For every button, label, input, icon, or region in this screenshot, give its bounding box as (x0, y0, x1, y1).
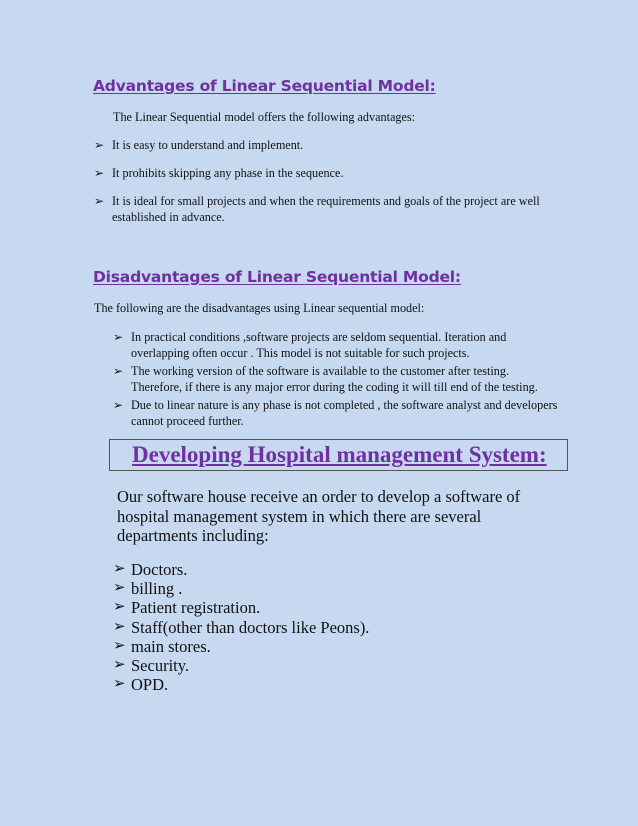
hospital-title: Developing Hospital management System: (132, 442, 547, 467)
arrow-bullet-icon: ➢ (113, 599, 126, 616)
arrow-bullet-icon: ➢ (113, 618, 126, 635)
arrow-bullet-icon: ➢ (94, 138, 105, 152)
list-item: ➢ It is ideal for small projects and when the requirements and goals of the project are well established in advance. (94, 194, 540, 224)
list-item: ➢ The working version of the software is available to the customer after testing. Therefore, if there is any major error during the coding it will till end of the testing. (113, 364, 538, 394)
list-item: ➢ Patient registration. (113, 598, 261, 618)
arrow-bullet-icon: ➢ (94, 166, 105, 180)
arrow-bullet-icon: ➢ (113, 398, 124, 412)
arrow-bullet-icon: ➢ (113, 657, 126, 674)
hospital-description: Our software house receive an order to develop a software of hospital management system in which there are several departments including: (117, 487, 521, 545)
departments-list (113, 560, 369, 694)
list-item: ➢ billing . (113, 579, 183, 599)
advantages-heading: Advantages of Linear Sequential Model: (93, 77, 436, 95)
list-item: ➢ In practical conditions ,software projects are seldom sequential. Iteration and overlapping often occur . This model is not suitable for such projects. (113, 330, 507, 360)
hospital-title-box (109, 439, 568, 471)
list-item: ➢ Staff(other than doctors like Peons). (113, 617, 370, 637)
list-item: ➢ OPD. (113, 675, 169, 695)
arrow-bullet-icon: ➢ (113, 676, 126, 693)
list-item: ➢ Security. (113, 656, 190, 676)
arrow-bullet-icon: ➢ (113, 637, 126, 654)
list-item: ➢ main stores. (113, 636, 211, 656)
list-item: ➢ Doctors. (113, 560, 188, 579)
arrow-bullet-icon: ➢ (113, 561, 126, 577)
arrow-bullet-icon: ➢ (113, 330, 124, 344)
disadvantages-heading: Disadvantages of Linear Sequential Model: (93, 268, 461, 286)
arrow-bullet-icon: ➢ (113, 364, 124, 378)
disadvantages-list (110, 329, 560, 431)
advantages-list (94, 137, 564, 237)
list-item: ➢ Due to linear nature is any phase is not completed , the software analyst and developers cannot proceed further. (113, 398, 558, 428)
arrow-bullet-icon: ➢ (113, 580, 126, 597)
arrow-bullet-icon: ➢ (94, 194, 105, 208)
list-item: ➢ It prohibits skipping any phase in the sequence. (94, 166, 344, 180)
advantages-intro: The Linear Sequential model offers the following advantages: (113, 110, 415, 124)
disadvantages-intro: The following are the disadvantages using Linear sequential model: (94, 301, 425, 315)
list-item: ➢ It is easy to understand and implement. (94, 138, 304, 152)
